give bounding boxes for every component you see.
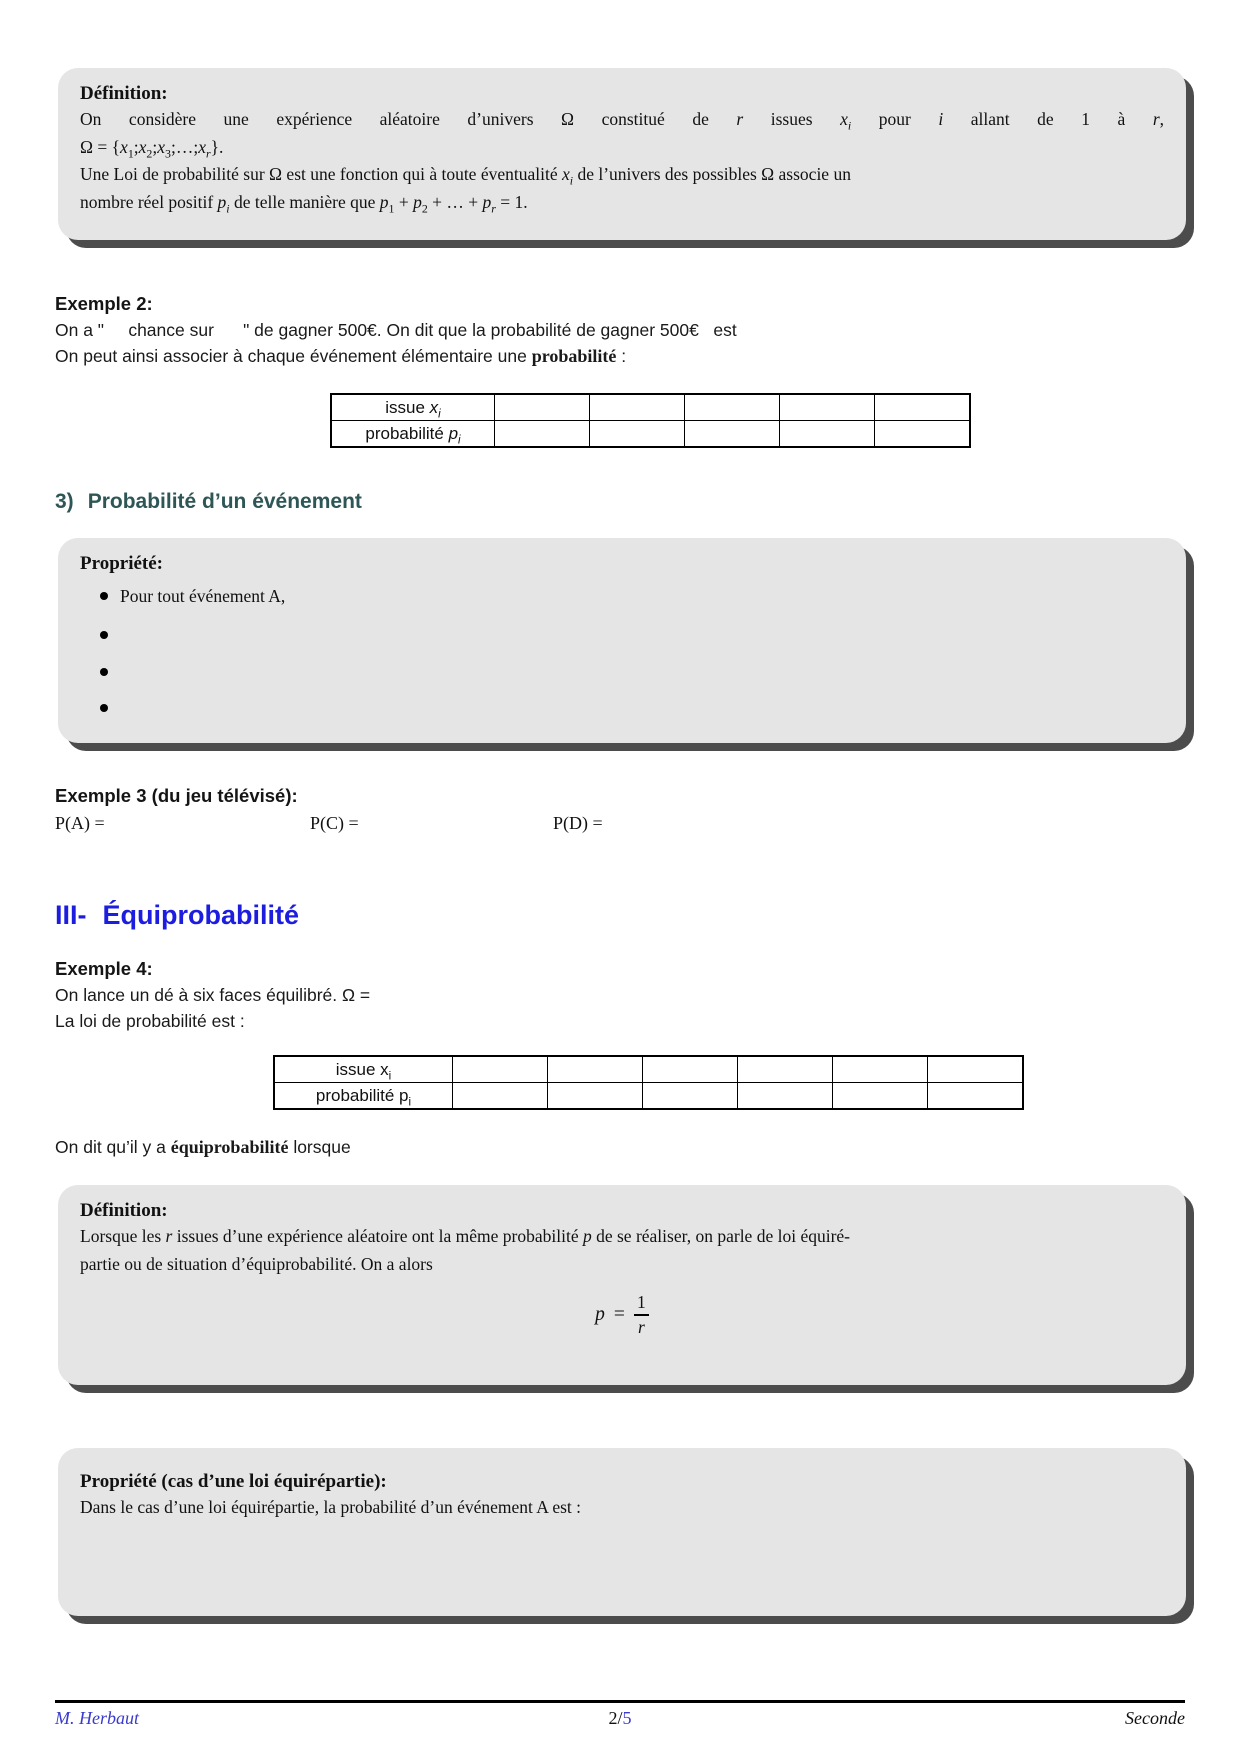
probability-table-2 [273, 1055, 1024, 1110]
formula-lhs: p [595, 1304, 605, 1326]
footer [55, 1708, 1185, 1729]
footer-rule [55, 1700, 1185, 1703]
bullet-icon [100, 592, 108, 600]
bullet-icon [100, 631, 108, 639]
propriete2-line: Dans le cas d’une loi équirépartie, la probabilité d’un événement A est : [80, 1497, 582, 1517]
footer-page-number [608, 1708, 631, 1729]
fraction-numerator: 1 [637, 1292, 646, 1312]
table2-empty-cell [833, 1056, 928, 1083]
section-iii-title: Équiprobabilité [102, 900, 300, 930]
table2-issue-label-cell: issue $x_i$ [274, 1056, 453, 1083]
table2-empty-cell [453, 1083, 548, 1110]
definition2-title: Définition: [80, 1200, 168, 1221]
propriete-box-1 [58, 538, 1186, 743]
bullet-item [100, 697, 1164, 719]
table2-empty-cell [643, 1056, 738, 1083]
bullet-item [100, 585, 1164, 607]
definition-box-1 [58, 68, 1186, 240]
definition1-line-1: On considère une expérience aléatoire d’univers Ω constitué de r issues $x_i$ pour i allant de 1 à r, [80, 109, 1165, 133]
exemple2-line2-prefix: On peut ainsi associer à chaque événement élémentaire une [55, 346, 532, 366]
exemple4-line-1: On lance un dé à six faces équilibré. Ω = [55, 985, 371, 1005]
table2-empty-cell [643, 1083, 738, 1110]
bullet-text: Pour tout événement A, [120, 585, 286, 606]
exemple3-probabilities-row [55, 813, 1155, 837]
table1-empty-cell [495, 394, 590, 421]
footer-author-link[interactable]: M. Herbaut [55, 1708, 139, 1728]
table2-empty-cell [738, 1056, 833, 1083]
table1-empty-cell [685, 421, 780, 448]
fraction-bar [634, 1314, 649, 1316]
table1-empty-cell [780, 421, 875, 448]
equiprobability-line [55, 1137, 351, 1158]
definition1-line-2: $\Omega = \{x_1;x_2;x_3;\dots;x_r\}$. [80, 136, 224, 160]
table1-probability-label-cell: probabilité $p_i$ [331, 421, 495, 448]
table1-empty-cell [495, 421, 590, 448]
exemple2-line2-bold: probabilité [531, 346, 617, 366]
table2-probability-label-cell: probabilité $p_i$ [274, 1083, 453, 1110]
exemple3-heading: Exemple 3 (du jeu télévisé): [55, 785, 298, 806]
table1-empty-cell [780, 394, 875, 421]
definition2-line-2: partie ou de situation d’équiprobabilité. On a alors [80, 1253, 433, 1274]
footer-total-pages-link[interactable]: 5 [622, 1708, 632, 1728]
bullet-icon [100, 704, 108, 712]
definition1-title: Définition: [80, 83, 168, 104]
table1-empty-cell [875, 394, 971, 421]
table1-issue-row [331, 394, 970, 421]
definition2-line-1: Lorsque les r issues d’une expérience aléatoire ont la même probabilité p de se réaliser, on parle de loi équiré- [80, 1226, 850, 1246]
table2-empty-cell [928, 1056, 1024, 1083]
table2-probability-row [274, 1083, 1023, 1110]
equiprob-bold: équiprobabilité [170, 1137, 289, 1157]
definition1-line-3: Une Loi de probabilité sur Ω est une fonction qui à toute éventualité $x_i$ de l’univers des possibles Ω associe un [80, 164, 851, 188]
equiprob-prefix: On dit qu’il y a [55, 1137, 171, 1157]
section3-title: Probabilité d’un événement [87, 490, 362, 513]
propriete-box-2 [58, 1448, 1186, 1616]
section3-number: 3) [55, 490, 74, 513]
exemple4-heading: Exemple 4: [55, 958, 153, 979]
bullet-icon [100, 668, 108, 676]
table1-empty-cell [590, 421, 685, 448]
exemple4-line-2: La loi de probabilité est : [55, 1011, 245, 1031]
table2-empty-cell [453, 1056, 548, 1083]
p-of-d-label: P(D) = [553, 813, 603, 833]
table1-empty-cell [590, 394, 685, 421]
table2-issue-row [274, 1056, 1023, 1083]
section-iii-number: III- [55, 900, 87, 930]
table2-empty-cell [928, 1083, 1024, 1110]
exemple2-line-2 [55, 346, 626, 367]
footer-current-page: 2 [608, 1708, 618, 1728]
exemple2-line-1: On a " chance sur " de gagner 500€. On dit que la probabilité de gagner 500€ est [55, 320, 737, 340]
table2-empty-cell [548, 1056, 643, 1083]
fraction [634, 1294, 649, 1336]
formula-p-equals-1-over-r [80, 1294, 1164, 1336]
table1-empty-cell [875, 421, 971, 448]
bullet-item [100, 661, 1164, 683]
bullet-item [100, 624, 1164, 646]
section-heading-iii [55, 900, 299, 931]
p-of-c-label: P(C) = [310, 813, 359, 833]
propriete1-title: Propriété: [80, 553, 163, 574]
table1-empty-cell [685, 394, 780, 421]
exemple2-line2-suffix: : [616, 346, 627, 366]
p-of-a-label: P(A) = [55, 813, 105, 833]
table2-empty-cell [548, 1083, 643, 1110]
table2-empty-cell [738, 1083, 833, 1110]
table2-empty-cell [833, 1083, 928, 1110]
section-heading-3 [55, 490, 362, 514]
probability-table-1 [330, 393, 971, 448]
definition-box-2 [58, 1185, 1186, 1385]
propriete2-title: Propriété (cas d’une loi équirépartie): [80, 1471, 387, 1492]
table1-probability-row [331, 421, 970, 448]
formula-equals-sign: = [613, 1304, 625, 1326]
exemple2-heading: Exemple 2: [55, 293, 153, 314]
definition1-line-4: nombre réel positif $p_i$ de telle manière que $p_1 + p_2$ + … + $p_r = 1$. [80, 191, 528, 215]
table1-issue-label-cell: issue $x_i$ [331, 394, 495, 421]
footer-page-separator: / [617, 1708, 623, 1728]
equiprob-suffix: lorsque [288, 1137, 351, 1157]
footer-right-label: Seconde [1125, 1708, 1185, 1728]
fraction-denominator: r [637, 1316, 645, 1337]
